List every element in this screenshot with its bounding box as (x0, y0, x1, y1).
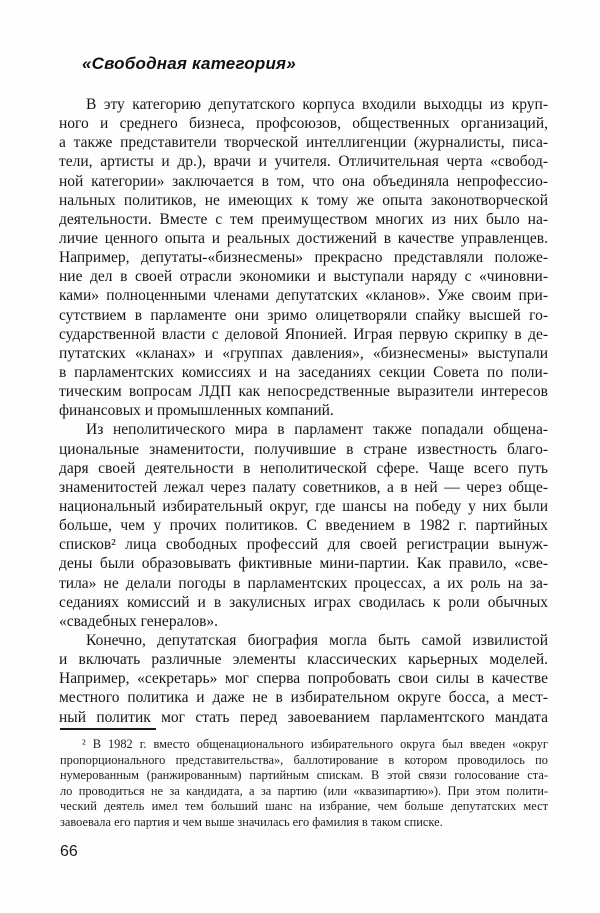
text-line: «свадебных генералов». (59, 612, 219, 630)
text-line: знаменитостей лежал через палату советников, а в ней — через обще- (59, 478, 548, 496)
text-line: тели, артисты и др.), врачи и учителя. Отличительная черта «свобод- (59, 153, 548, 171)
text-line: списков² лица свободных профессий для своей регистрации вынуж- (59, 536, 548, 554)
text-line: а также представители творческой интеллигенции (журналисты, писа- (59, 134, 548, 152)
text-line: сударственной власти с деловой Японией. Играя первую скрипку в де- (59, 325, 548, 343)
text-line: Из неполитического мира в парламент также попадали общена- (86, 421, 548, 439)
paragraph (59, 631, 548, 727)
text-line: национальный избирательный округ, где шансы на победу у них были (59, 497, 548, 515)
text-line: ной категории» заключается в том, что она объединяла непрофессио- (59, 172, 548, 190)
text-line: в парламентских комиссиях и на заседаниях секции Совета по поли- (59, 363, 548, 381)
text-line: В эту категорию депутатского корпуса входили выходцы из круп- (86, 96, 548, 113)
footnote-line: нумерованным (ранжированным) партийным спискам. В этой связи голосование ста- (60, 768, 548, 783)
footnote-line: пропорционального представительства», баллотирование в котором проводилось по (60, 752, 548, 767)
text-line: личие ценного опыта и реальных достижений в качестве управленцев. (59, 229, 548, 247)
text-line: путатских «кланах» и «группах давления», «бизнесмены» выступали (59, 344, 548, 362)
text-line: нальных политиков, не имеющих к тому же опыта законотворческой (59, 191, 548, 209)
text-line: ние дел в своей отрасли экономики и выступали наряду с «чиновни- (59, 268, 548, 286)
text-line: больше, чем у прочих политиков. С введением в 1982 г. партийных (59, 517, 548, 535)
paragraph (59, 95, 548, 420)
text-line: и включать различные элементы классических карьерных моделей. (59, 651, 548, 669)
text-line: деятельности. Вместе с тем преимуществом многих из них было на- (59, 210, 548, 228)
text-line: даря своей деятельности в неполитической сфере. Чаще всего путь (59, 459, 548, 477)
footnote-line: завоевала его партия и чем выше значилась его фамилия в таком списке. (60, 814, 443, 829)
text-body (59, 95, 548, 727)
text-line: ного и среднего бизнеса, профсоюзов, общественных организаций, (59, 115, 548, 133)
text-line: Например, депутаты-«бизнесмены» прекрасно представляли положе- (59, 249, 548, 267)
text-line: финансовых и промышленных компаний. (59, 402, 334, 420)
text-line: тила» не делали погоды в парламентских процессах, а их роль на за- (59, 574, 548, 592)
footnote-line: ² В 1982 г. вместо общенационального избирательного округа был введен «округ (82, 737, 548, 751)
text-line: седаниях комиссий и в закулисных играх сводилась к роли обычных (59, 593, 548, 611)
footnote-line: ло проводиться не за кандидата, а за партию (или «квазипартию»). При этом полити- (60, 783, 548, 798)
text-line: ками» полноценными членами депутатских «кланов». Уже своим при- (59, 287, 548, 305)
text-line: Например, «секретарь» мог сперва попробовать свои силы в качестве (59, 670, 548, 688)
section-title: «Свободная категория» (82, 54, 296, 73)
text-line: дены были образовывать фиктивные мини-партии. Как правило, «све- (59, 555, 548, 573)
text-line: тическим вопросам ЛДП как непосредственные выразители интересов (59, 383, 548, 401)
page-number: 66 (60, 843, 78, 860)
text-line: местного политика и даже не в избирательном округе босса, а мест- (59, 689, 548, 707)
footnote-separator (60, 728, 156, 730)
footnote-body (60, 737, 548, 831)
text-line: циональные знаменитости, получившие в стране известность благо- (59, 440, 548, 458)
text-line: ный политик мог стать перед завоеванием парламентского мандата (59, 708, 548, 726)
footnote-line: ческий деятель имел тем больший шанс на избрание, чем больше депутатских мест (60, 799, 548, 814)
paragraph (59, 420, 548, 631)
text-line: сутствием в парламенте они зримо олицетворяли спайку высшей го- (59, 306, 548, 324)
text-line: Конечно, депутатская биография могла быть самой извилистой (86, 631, 548, 649)
